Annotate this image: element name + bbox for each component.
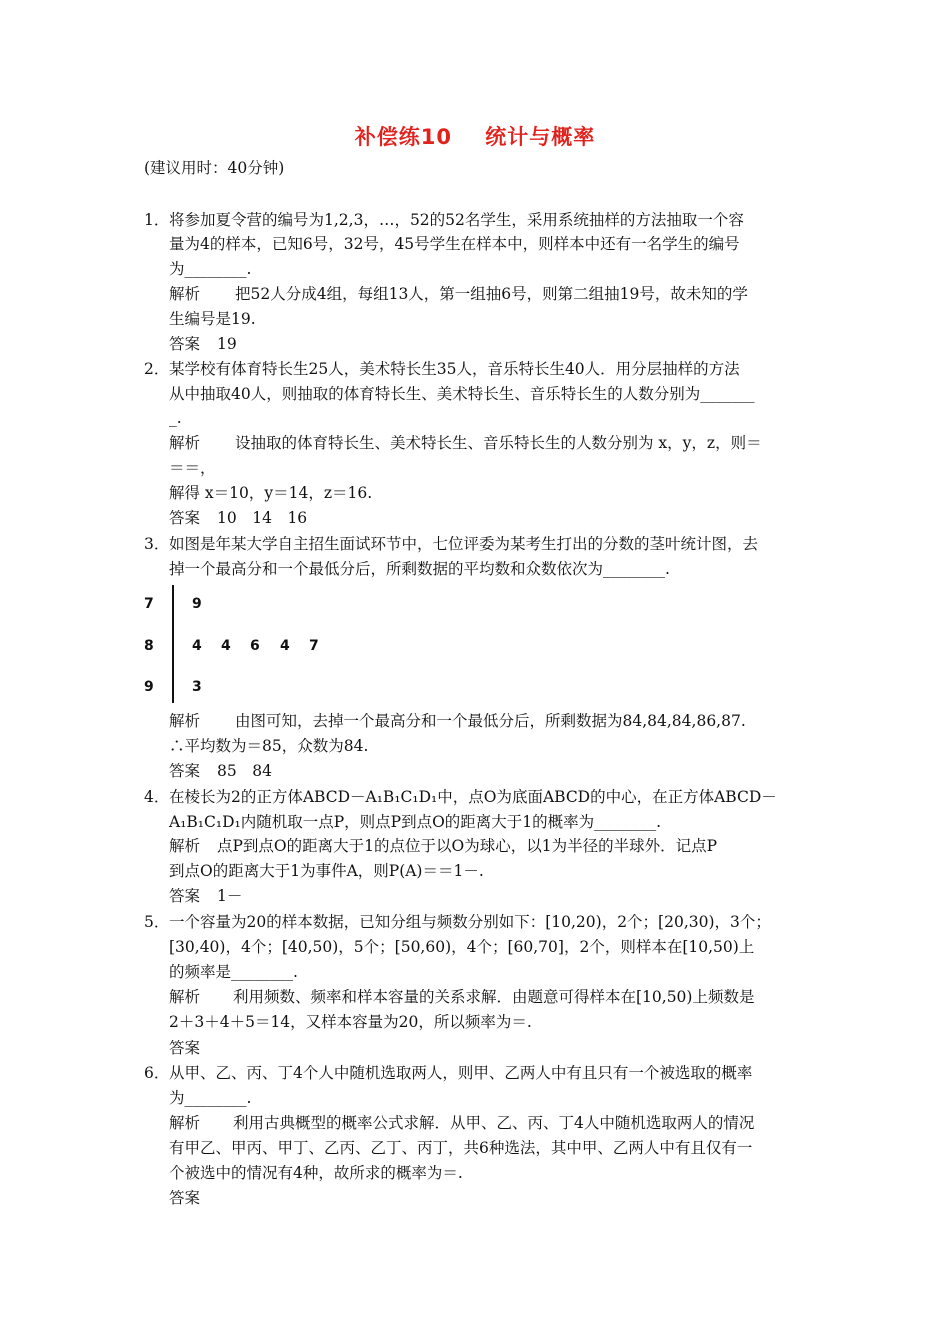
q2-answer-value: 10 14 16	[217, 509, 308, 527]
q6-analysis-3: 个被选中的情况有4种，故所求的概率为＝.	[169, 1164, 463, 1182]
q4-analysis-1: 点P到点O的距离大于1的点位于以O为球心，以1为半径的半球外．记点P	[217, 837, 717, 855]
q6-analysis-1: 利用古典概型的概率公式求解．从甲、乙、丙、丁4人中随机选取两人的情况	[233, 1114, 755, 1132]
q3-number: 3．	[144, 535, 170, 553]
q2-analysis-2: ＝＝，	[169, 459, 216, 477]
q3-answer-value: 85 84	[217, 762, 272, 780]
analysis-label: 解析	[169, 285, 201, 303]
q1-line-1: 将参加夏令营的编号为1,2,3，…，52的52名学生，采用系统抽样的方法抽取一个容	[169, 211, 744, 229]
q3-analysis-1: 由图可知，去掉一个最高分和一个最低分后，所剩数据为84,84,84,86,87.	[235, 712, 746, 730]
q1-line-2: 量为4的样本，已知6号，32号，45号学生在样本中，则样本中还有一名学生的编号	[169, 235, 740, 253]
q3-answer	[169, 761, 272, 781]
q1-analysis	[169, 284, 748, 304]
q2-analysis-3: 解得 x＝10，y＝14，z＝16.	[169, 484, 373, 502]
answer-label: 答案	[169, 1039, 201, 1057]
title-prefix: 补偿练10	[354, 125, 452, 149]
q2-answer	[169, 508, 307, 528]
q5-analysis-2: 2＋3＋4＋5＝14，又样本容量为20，所以频率为＝.	[169, 1013, 532, 1031]
q5-line-1: 一个容量为20的样本数据，已知分组与频数分别如下：[10,20)，2个；[20,30)，3个；	[169, 913, 771, 931]
leaf: 6	[250, 638, 260, 654]
q6-line-1: 从甲、乙、丙、丁4个人中随机选取两人，则甲、乙两人中有且只有一个被选取的概率	[169, 1064, 753, 1082]
q2-line-1: 某学校有体育特长生25人，美术特长生35人，音乐特长生40人．用分层抽样的方法	[169, 360, 740, 378]
leaf: 9	[192, 596, 202, 612]
q6-analysis-2: 有甲乙、甲丙、甲丁、乙丙、乙丁、丙丁，共6种选法，其中甲、乙两人中有且仅有一	[169, 1139, 753, 1157]
q6-line-2: 为________.	[169, 1089, 252, 1107]
q4-answer-value: 1－	[217, 887, 243, 905]
q3-line-2: 掉一个最高分和一个最低分后，所剩数据的平均数和众数依次为________.	[169, 560, 670, 578]
q6-number: 6．	[144, 1064, 170, 1082]
q5-analysis	[169, 987, 754, 1007]
answer-label: 答案	[169, 1189, 201, 1207]
leaf: 3	[192, 679, 202, 695]
analysis-label: 解析	[169, 988, 201, 1006]
analysis-label: 解析	[169, 837, 201, 855]
leaf: 4	[192, 638, 202, 654]
q4-answer	[169, 886, 242, 906]
answer-label: 答案	[169, 335, 201, 353]
q6-answer	[169, 1188, 217, 1208]
leaf: 4	[280, 638, 290, 654]
title-topic: 统计与概率	[485, 125, 596, 149]
q1-answer	[169, 334, 237, 354]
analysis-label: 解析	[169, 434, 201, 452]
leaf: 7	[309, 638, 319, 654]
q2-number: 2．	[144, 360, 170, 378]
analysis-label: 解析	[169, 712, 201, 730]
q2-analysis-1: 设抽取的体育特长生、美术特长生、音乐特长生的人数分别为 x，y，z，则＝	[235, 434, 762, 452]
stem-divider	[172, 585, 174, 703]
q4-line-2: A₁B₁C₁D₁内随机取一点P，则点P到点O的距离大于1的概率为________.	[169, 813, 662, 831]
stem-7: 7	[144, 596, 154, 612]
q1-number: 1．	[144, 211, 170, 229]
q1-line-3: 为________.	[169, 260, 252, 278]
page-title	[0, 121, 950, 151]
answer-label: 答案	[169, 762, 201, 780]
q1-analysis-1: 把52人分成4组，每组13人，第一组抽6号，则第二组抽19号，故未知的学	[235, 285, 748, 303]
q4-analysis	[169, 836, 717, 856]
q5-answer	[169, 1038, 217, 1058]
q5-analysis-1: 利用频数、频率和样本容量的关系求解．由题意可得样本在[10,50)上频数是	[233, 988, 755, 1006]
leaf: 4	[221, 638, 231, 654]
answer-label: 答案	[169, 509, 201, 527]
q5-line-3: 的频率是________.	[169, 963, 298, 981]
q5-line-2: [30,40)，4个；[40,50)，5个；[50,60)，4个；[60,70]，2个，则样本在[10,50)上	[169, 938, 755, 956]
q4-analysis-2: 到点O的距离大于1为事件A，则P(A)＝＝1－.	[169, 862, 484, 880]
q6-analysis	[169, 1113, 754, 1133]
q3-analysis	[169, 711, 746, 731]
analysis-label: 解析	[169, 1114, 201, 1132]
q4-number: 4．	[144, 788, 170, 806]
stem-8: 8	[144, 638, 154, 654]
time-hint: (建议用时：40分钟)	[144, 159, 285, 177]
q4-line-1: 在棱长为2的正方体ABCD－A₁B₁C₁D₁中，点O为底面ABCD的中心，在正方体ABCD－	[169, 788, 777, 806]
answer-label: 答案	[169, 887, 201, 905]
q2-line-3: _.	[169, 409, 182, 427]
q3-line-1: 如图是年某大学自主招生面试环节中，七位评委为某考生打出的分数的茎叶统计图，去	[169, 535, 759, 553]
q2-analysis	[169, 433, 762, 453]
q1-answer-value: 19	[217, 335, 237, 353]
q1-analysis-2: 生编号是19.	[169, 310, 256, 328]
stem-9: 9	[144, 679, 154, 695]
q2-line-2: 从中抽取40人，则抽取的体育特长生、美术特长生、音乐特长生的人数分别为_______	[169, 385, 755, 403]
q3-analysis-2: ∴平均数为＝85，众数为84.	[169, 737, 369, 755]
q5-number: 5．	[144, 913, 170, 931]
